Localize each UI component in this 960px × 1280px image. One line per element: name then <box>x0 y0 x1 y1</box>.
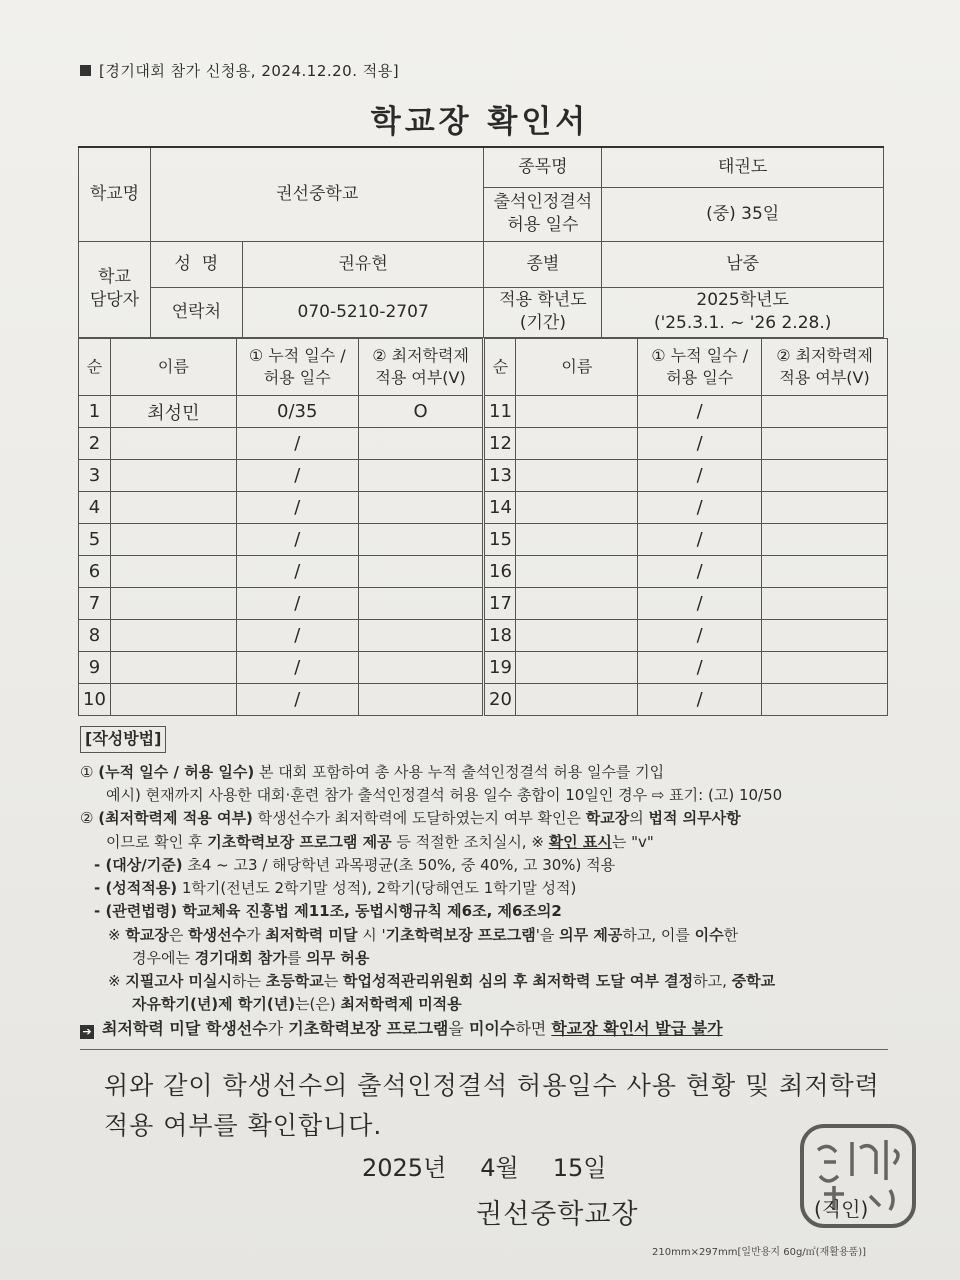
arrow-box-icon: ➔ <box>80 1025 94 1039</box>
guide-n1b-b: 경기대회 참가 <box>194 948 287 967</box>
row-no-2: 15 <box>484 524 516 556</box>
guide-final-a: 최저학력 미달 학생선수 <box>102 1018 268 1038</box>
manager-label-line2: 담당자 <box>89 290 140 310</box>
guide-n2-c: 하는 <box>232 972 266 991</box>
row-name <box>110 556 236 588</box>
row-name <box>110 460 236 492</box>
guide-final-f: 하면 <box>515 1018 552 1038</box>
row-name-2 <box>516 460 638 492</box>
guide-n1-b: 학교장 <box>125 925 169 944</box>
col-days-2-line2: 허용 일수 <box>666 368 734 387</box>
row-no: 5 <box>79 524 111 556</box>
issue-date <box>362 1148 606 1183</box>
guide-d3-text: 학교체육 진흥법 제11조, 동법시행규칙 제6조, 제6조의2 <box>177 902 562 921</box>
col-min-2-line1: ② 최저학력제 <box>776 345 873 365</box>
row-days-2: / <box>638 396 762 428</box>
row-days-2: / <box>638 460 762 492</box>
header-note-text: [경기대회 참가 신청용, 2024.12.20. 적용] <box>99 62 400 80</box>
col-days <box>236 339 358 396</box>
divider <box>80 1049 888 1050</box>
row-days: / <box>236 652 358 684</box>
row-min-2 <box>762 524 888 556</box>
row-name <box>110 620 236 652</box>
row-no: 1 <box>79 396 111 428</box>
name-label: 성 명 <box>150 241 242 287</box>
guide-n1-k: 하고, 이를 <box>622 925 695 944</box>
guide-n2-f: 학업성적관리위원회 심의 후 최저학력 도달 여부 결정 <box>342 972 694 991</box>
guide-l2b-bold: 기초학력보장 프로그램 제공 <box>207 832 392 851</box>
guide-line-1b: 예시) 현재까지 사용한 대회·훈련 참가 출석인정결석 허용 일수 총합이 10일인 경우 ⇨ 표기: (고) 10/50 <box>106 786 783 805</box>
contact-label: 연락처 <box>150 287 242 337</box>
guide-l2b-text: 이므로 확인 후 <box>106 832 208 851</box>
row-no: 9 <box>79 652 111 684</box>
row-days-2: / <box>638 588 762 620</box>
row-name <box>110 684 236 716</box>
guide-l2b-bold2: 확인 표시 <box>548 832 612 851</box>
row-days: / <box>236 588 358 620</box>
guide-n1-e: 가 <box>246 925 266 944</box>
circled-one-icon: ① <box>80 762 94 781</box>
guide-n1b-a: 경우에는 <box>132 948 195 967</box>
row-name <box>110 652 236 684</box>
table-row <box>79 684 888 716</box>
row-days-2: / <box>638 428 762 460</box>
row-days: / <box>236 460 358 492</box>
row-no-2: 11 <box>484 396 516 428</box>
guide-l1-text: 본 대회 포함하여 총 사용 누적 출석인정결석 허용 일수를 기입 <box>254 762 665 781</box>
row-no-2: 20 <box>484 684 516 716</box>
row-days: / <box>236 556 358 588</box>
circled-two-icon: ② <box>80 809 94 828</box>
guide-n1b-c: 를 <box>286 948 307 967</box>
row-name-2 <box>516 620 638 652</box>
row-min-2 <box>762 620 888 652</box>
guide-l2-bold: (최저학력제 적용 여부) <box>98 809 253 828</box>
row-min-2 <box>762 556 888 588</box>
name-value: 권유현 <box>242 241 484 287</box>
guide-label: [작성방법] <box>80 726 166 753</box>
col-days-2-line1: ① 누적 일수 / <box>651 345 749 365</box>
guide-note-2b <box>80 993 900 1016</box>
guide-line-2b <box>80 831 900 854</box>
guide-detail-2 <box>80 877 900 900</box>
guide-l2b-text2: 등 적절한 조치실시, ※ <box>391 832 549 851</box>
col-min-line1: ② 최저학력제 <box>372 345 469 365</box>
row-name-2 <box>516 684 638 716</box>
date-year: 2025년 <box>362 1154 447 1182</box>
date-day: 15일 <box>552 1154 607 1182</box>
row-no: 8 <box>79 620 111 652</box>
school-name: 권선중학교 <box>150 147 484 241</box>
year-label-line1: 적용 학년도 <box>499 290 587 311</box>
guide-l2-bold2: 학교장 <box>585 809 630 828</box>
guide-n2b-a: 자유학기(년)제 학기(년) <box>132 995 296 1014</box>
row-name <box>110 588 236 620</box>
row-days-2: / <box>638 684 762 716</box>
year-value-line1: 2025학년도 <box>696 290 789 311</box>
type-label: 종별 <box>484 241 602 287</box>
school-label: 학교명 <box>79 147 151 241</box>
event-label: 종목명 <box>484 147 602 187</box>
row-min <box>358 588 484 620</box>
row-days: / <box>236 492 358 524</box>
guide-n2-g: 하고, <box>693 972 732 991</box>
guide-n2-e: 는 <box>323 972 343 991</box>
guide-d2-text: 1학기(전년도 2학기말 성적), 2학기(당해연도 1학기말 성적) <box>177 879 577 898</box>
row-no-2: 14 <box>484 492 516 524</box>
guide-n1-j: 의무 제공 <box>559 925 623 944</box>
manager-label-line1: 학교 <box>98 267 131 288</box>
row-days: 0/35 <box>236 396 358 428</box>
guide-final-note <box>80 1017 900 1042</box>
guide-note-1b <box>80 947 900 970</box>
guide-final-e: 미이수 <box>468 1018 516 1038</box>
row-min <box>358 492 484 524</box>
row-days-2: / <box>638 524 762 556</box>
confirmation-statement: 위와 같이 학생선수의 출석인정결석 허용일수 사용 현황 및 최저학력 적용 여부를 확인합니다. <box>104 1071 880 1140</box>
guide-n2-d: 초등학교 <box>265 972 324 991</box>
table-row <box>79 652 888 684</box>
col-min-2 <box>762 339 888 396</box>
guide-line-1 <box>80 761 900 784</box>
page-title: 학교장 확인서 <box>370 104 590 140</box>
row-min-2 <box>762 684 888 716</box>
year-value-line2: ('25.3.1. ~ '26 2.28.) <box>653 313 832 333</box>
student-list-table <box>78 338 888 716</box>
row-no-2: 19 <box>484 652 516 684</box>
row-no: 4 <box>79 492 111 524</box>
row-days: / <box>236 620 358 652</box>
guide-l2-text2: 의 <box>629 809 649 828</box>
table-row <box>79 620 888 652</box>
row-min <box>358 652 484 684</box>
guide-l2-bold3: 법적 의무사항 <box>648 809 741 828</box>
row-min-2 <box>762 428 888 460</box>
paper-spec-footer: 210mm×297mm[일반용지 60g/㎡(재활용품)] <box>652 1247 867 1258</box>
guide-detail-3 <box>80 900 900 923</box>
info-table <box>78 146 884 338</box>
row-name-2 <box>516 652 638 684</box>
row-min <box>358 428 484 460</box>
col-days-2 <box>638 339 762 396</box>
row-no-2: 18 <box>484 620 516 652</box>
row-min <box>358 556 484 588</box>
guide-n1-f: 최저학력 미달 <box>265 925 358 944</box>
guide-n2b-c: 최저학력제 미적용 <box>340 995 462 1014</box>
guide-n1-d: 학생선수 <box>188 925 247 944</box>
row-days: / <box>236 524 358 556</box>
row-name-2 <box>516 588 638 620</box>
col-name: 이름 <box>110 339 236 396</box>
guide-n1-c: 은 <box>168 925 189 944</box>
col-min-line2: 적용 여부(V) <box>375 368 466 387</box>
guide-note-2 <box>80 970 900 993</box>
principal-name: 권선중학교장 <box>476 1199 639 1230</box>
attendance-label-line2: 허용 일수 <box>507 215 579 235</box>
seal-label: (직인) <box>814 1197 869 1221</box>
guide-detail-1 <box>80 854 900 877</box>
row-no-2: 16 <box>484 556 516 588</box>
attendance-value: (중) 35일 <box>602 187 884 241</box>
guide-final-g: 학교장 확인서 발급 불가 <box>551 1018 723 1038</box>
table-row <box>79 428 888 460</box>
table-row <box>79 492 888 524</box>
guide-n2-h: 중학교 <box>731 972 776 991</box>
attendance-label-line1: 출석인정결석 <box>493 192 593 213</box>
row-no: 2 <box>79 428 111 460</box>
col-min <box>358 339 484 396</box>
row-days-2: / <box>638 492 762 524</box>
row-min-2 <box>762 652 888 684</box>
col-name-2: 이름 <box>516 339 638 396</box>
guide-n1b-d: 의무 허용 <box>306 948 370 967</box>
table-row <box>79 460 888 492</box>
guide-n2-a: ※ <box>108 972 126 991</box>
row-name-2 <box>516 492 638 524</box>
type-value: 남중 <box>602 241 884 287</box>
row-days: / <box>236 684 358 716</box>
col-days-line1: ① 누적 일수 / <box>248 345 346 365</box>
date-month: 4월 <box>480 1154 519 1182</box>
contact-value: 070-5210-2707 <box>242 287 484 337</box>
guide-d1-text: 초4 ~ 고3 / 해당학년 과목평균(초 50%, 중 40%, 고 30%) 적용 <box>182 855 616 874</box>
row-no: 7 <box>79 588 111 620</box>
header-note <box>80 60 399 81</box>
row-min-2 <box>762 492 888 524</box>
row-name-2 <box>516 524 638 556</box>
guide-d1-bold: - (대상/기준) <box>94 855 183 874</box>
event-value: 태권도 <box>602 147 884 187</box>
year-value <box>602 287 884 337</box>
row-min <box>358 524 484 556</box>
row-no: 10 <box>79 684 111 716</box>
row-no: 3 <box>79 460 111 492</box>
attendance-label <box>484 187 602 241</box>
row-name <box>110 428 236 460</box>
row-min: O <box>358 396 484 428</box>
row-name <box>110 492 236 524</box>
guide-n1-h: 기초학력보장 프로그램 <box>385 925 536 944</box>
col-days-line2: 허용 일수 <box>263 368 331 387</box>
guide-line-2 <box>80 807 900 830</box>
guide-n1-m: 한 <box>723 925 739 944</box>
table-row <box>79 524 888 556</box>
col-no-2: 순 <box>484 339 516 396</box>
guide-d2-bold: - (성적적용) <box>94 879 178 898</box>
list-header-row <box>79 339 888 396</box>
manager-label <box>79 241 151 337</box>
row-no-2: 12 <box>484 428 516 460</box>
guide-n1-i: '을 <box>535 925 560 944</box>
row-min <box>358 620 484 652</box>
row-no-2: 13 <box>484 460 516 492</box>
guide-l2b-text3: 는 "v" <box>611 832 654 851</box>
col-no: 순 <box>79 339 111 396</box>
table-row <box>79 588 888 620</box>
row-days-2: / <box>638 556 762 588</box>
guide-final-d: 을 <box>448 1018 469 1038</box>
col-min-2-line2: 적용 여부(V) <box>779 368 870 387</box>
row-days: / <box>236 428 358 460</box>
square-bullet-icon <box>80 65 91 76</box>
row-min <box>358 684 484 716</box>
guide-d3-bold: - (관련법령) <box>94 902 178 921</box>
guide-n2b-b: 는(은) <box>295 995 341 1014</box>
guide-l2-text: 학생선수가 최저학력에 도달하였는지 여부 확인은 <box>252 809 586 828</box>
guide-n1-g: 시 ' <box>357 925 386 944</box>
guide-final-c: 기초학력보장 프로그램 <box>288 1018 449 1038</box>
guide-n1-a: ※ <box>108 925 126 944</box>
row-min-2 <box>762 460 888 492</box>
row-days-2: / <box>638 652 762 684</box>
row-no: 6 <box>79 556 111 588</box>
table-row <box>79 396 888 428</box>
guide-n2-b: 지필고사 미실시 <box>125 972 232 991</box>
row-name-2 <box>516 396 638 428</box>
writing-guide <box>80 726 900 1041</box>
row-days-2: / <box>638 620 762 652</box>
row-min-2 <box>762 588 888 620</box>
row-min <box>358 460 484 492</box>
guide-n1-l: 이수 <box>694 925 724 944</box>
guide-note-1 <box>80 924 900 947</box>
row-name-2 <box>516 428 638 460</box>
guide-l1-bold: (누적 일수 / 허용 일수) <box>98 762 255 781</box>
year-label <box>484 287 602 337</box>
row-name: 최성민 <box>110 396 236 428</box>
row-name <box>110 524 236 556</box>
row-min-2 <box>762 396 888 428</box>
row-no-2: 17 <box>484 588 516 620</box>
table-row <box>79 556 888 588</box>
row-name-2 <box>516 556 638 588</box>
guide-final-b: 가 <box>267 1018 289 1038</box>
year-label-line2: (기간) <box>519 313 566 333</box>
